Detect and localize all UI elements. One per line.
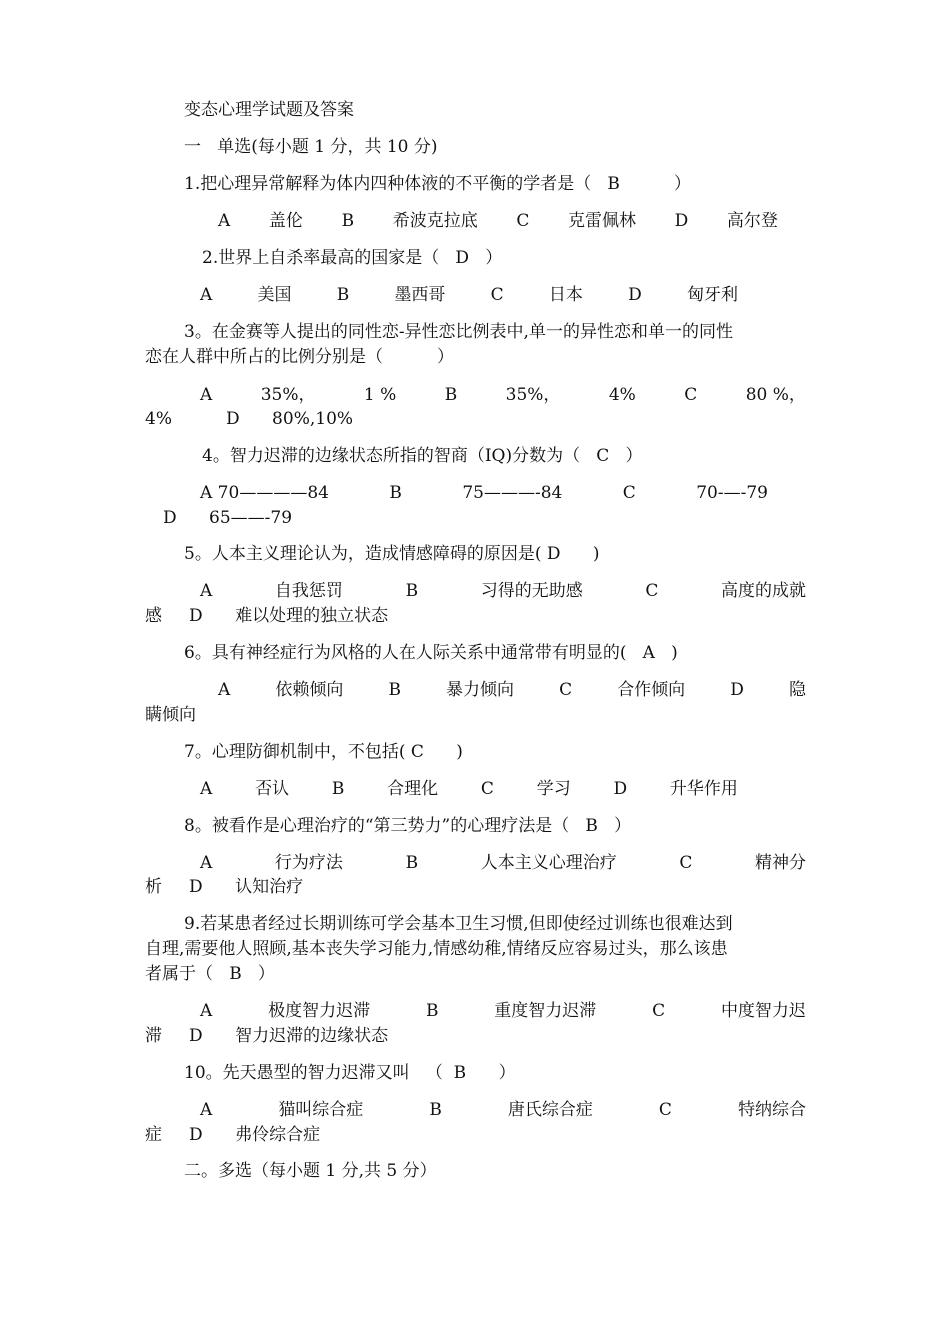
question-8-options-line-2: 析 D 认知治疗 bbox=[145, 877, 304, 897]
option-letter: D bbox=[730, 680, 744, 700]
option-text: 墨西哥 bbox=[394, 285, 446, 305]
option-letter: C bbox=[622, 483, 636, 503]
option-letter: C bbox=[516, 211, 530, 231]
option-letter: C bbox=[645, 581, 659, 601]
question-8-options bbox=[200, 852, 806, 874]
option-text: 否认 bbox=[255, 779, 290, 799]
question-2-options bbox=[200, 284, 738, 306]
question-1-stem: 1.把心理异常解释为体内四种体液的不平衡的学者是（ B ） bbox=[184, 174, 691, 194]
question-9-stem-line-3: 者属于（ B ） bbox=[145, 964, 275, 984]
option-letter: B bbox=[388, 680, 401, 700]
question-10-options bbox=[200, 1099, 806, 1121]
option-text: 1 % bbox=[363, 385, 397, 405]
option-letter: C bbox=[679, 853, 693, 873]
question-4-options-line-2: D 65——-79 bbox=[163, 508, 293, 528]
option-letter: C bbox=[480, 779, 494, 799]
option-text: 合作倾向 bbox=[617, 680, 686, 700]
question-6-options bbox=[218, 679, 806, 701]
option-letter: D bbox=[628, 285, 642, 305]
question-1-options bbox=[218, 210, 778, 232]
option-text: 重度智力迟滞 bbox=[494, 1001, 597, 1021]
option-letter: B bbox=[336, 285, 350, 305]
option-letter: D bbox=[613, 779, 628, 799]
question-9-stem-line-2: 自理,需要他人照顾,基本丧失学习能力,情感幼稚,情绪反应容易过头，那么该患 bbox=[145, 939, 728, 959]
question-9-options bbox=[200, 1000, 806, 1022]
option-letter: C bbox=[559, 680, 573, 700]
option-text: 匈牙利 bbox=[686, 285, 738, 305]
question-4-stem: 4。智力迟滞的边缘状态所指的智商（IQ)分数为（ C ） bbox=[202, 446, 643, 466]
option-text: 合理化 bbox=[387, 779, 439, 799]
option-letter: C bbox=[490, 285, 504, 305]
option-text: 4% bbox=[608, 385, 636, 405]
question-10-stem: 10。先天愚型的智力迟滞又叫 （ B ） bbox=[184, 1063, 516, 1083]
option-text: 高度的成就 bbox=[721, 581, 806, 601]
option-letter: A bbox=[200, 385, 213, 405]
option-letter: B bbox=[444, 385, 458, 405]
option-letter: C bbox=[684, 385, 698, 405]
question-3-stem-line-1: 3。在金赛等人提出的同性恋-异性恋比例表中,单一的异性恋和单一的同性 bbox=[184, 322, 733, 342]
question-5-stem: 5。人本主义理论认为，造成情感障碍的原因是( D ) bbox=[184, 544, 600, 564]
option-text: A 70————84 bbox=[200, 483, 329, 503]
option-letter: C bbox=[652, 1001, 666, 1021]
question-7-options bbox=[200, 778, 738, 800]
option-letter: B bbox=[429, 1100, 442, 1120]
question-6-options-line-2: 瞒倾向 bbox=[145, 705, 196, 725]
option-text: 人本主义心理治疗 bbox=[480, 853, 617, 873]
option-letter: B bbox=[341, 211, 355, 231]
question-9-stem-line-1: 9.若某患者经过长期训练可学会基本卫生习惯,但即使经过训练也很难达到 bbox=[184, 914, 733, 934]
question-2-stem: 2.世界上自杀率最高的国家是（ D ） bbox=[202, 248, 503, 268]
option-text: 克雷佩林 bbox=[568, 211, 636, 231]
option-letter: A bbox=[200, 1001, 213, 1021]
question-3-options bbox=[200, 384, 806, 406]
option-text: 学习 bbox=[536, 779, 571, 799]
question-4-options bbox=[200, 482, 768, 504]
page-title: 变态心理学试题及答案 bbox=[184, 100, 354, 120]
question-6-stem: 6。具有神经症行为风格的人在人际关系中通常带有明显的( A ) bbox=[184, 643, 678, 663]
question-3-stem-line-2: 恋在人群中所占的比例分别是（ ） bbox=[145, 347, 455, 367]
option-letter: B bbox=[405, 581, 419, 601]
option-text: 日本 bbox=[548, 285, 583, 305]
question-8-stem: 8。被看作是心理治疗的“第三势力”的心理疗法是（ B ） bbox=[184, 816, 632, 836]
option-text: 高尔登 bbox=[726, 211, 778, 231]
question-7-stem: 7。心理防御机制中，不包括( C ) bbox=[184, 742, 463, 762]
question-10-options-line-2: 症 D 弗伶综合症 bbox=[145, 1125, 321, 1145]
option-text: 升华作用 bbox=[669, 779, 738, 799]
option-letter: A bbox=[200, 285, 213, 305]
option-letter: B bbox=[331, 779, 345, 799]
option-letter: A bbox=[200, 1100, 213, 1120]
option-letter: A bbox=[200, 581, 213, 601]
option-letter: B bbox=[405, 853, 419, 873]
option-text: 行为疗法 bbox=[274, 853, 343, 873]
option-text: 35%， bbox=[260, 385, 316, 405]
option-text: 75———-84 bbox=[462, 483, 563, 503]
option-text: 习得的无助感 bbox=[480, 581, 583, 601]
option-text: 中度智力迟 bbox=[720, 1001, 806, 1021]
option-text: 特纳综合 bbox=[737, 1100, 806, 1120]
option-letter: A bbox=[218, 211, 231, 231]
option-text: 70-—-79 bbox=[696, 483, 768, 503]
option-letter: D bbox=[674, 211, 689, 231]
question-5-options bbox=[200, 580, 806, 602]
option-text: 盖伦 bbox=[268, 211, 303, 231]
option-letter: A bbox=[218, 680, 231, 700]
section-heading-single-choice: 一 单选(每小题 1 分，共 10 分) bbox=[184, 137, 438, 157]
option-text: 美国 bbox=[257, 285, 292, 305]
option-text: 精神分 bbox=[755, 853, 806, 873]
section-heading-multiple-choice: 二。多选（每小题 1 分,共 5 分） bbox=[184, 1161, 437, 1181]
option-text: 依赖倾向 bbox=[275, 680, 344, 700]
option-letter: A bbox=[200, 779, 213, 799]
option-text: 隐 bbox=[788, 680, 806, 700]
option-text: 希波克拉底 bbox=[392, 211, 478, 231]
option-text: 唐氏综合症 bbox=[507, 1100, 593, 1120]
option-text: 猫叫综合症 bbox=[278, 1100, 364, 1120]
option-letter: A bbox=[200, 853, 213, 873]
question-3-options-line-2: 4% D 80%,10% bbox=[145, 409, 354, 429]
option-text: 自我惩罚 bbox=[274, 581, 343, 601]
option-text: 80 %， bbox=[745, 385, 806, 405]
option-text: 极度智力迟滞 bbox=[268, 1001, 371, 1021]
question-5-options-line-2: 感 D 难以处理的独立状态 bbox=[145, 606, 389, 626]
option-letter: B bbox=[389, 483, 402, 503]
option-text: 35%， bbox=[505, 385, 561, 405]
question-9-options-line-2: 滞 D 智力迟滞的边缘状态 bbox=[145, 1026, 389, 1046]
option-letter: B bbox=[425, 1001, 439, 1021]
option-letter: C bbox=[658, 1100, 672, 1120]
option-text: 暴力倾向 bbox=[446, 680, 515, 700]
